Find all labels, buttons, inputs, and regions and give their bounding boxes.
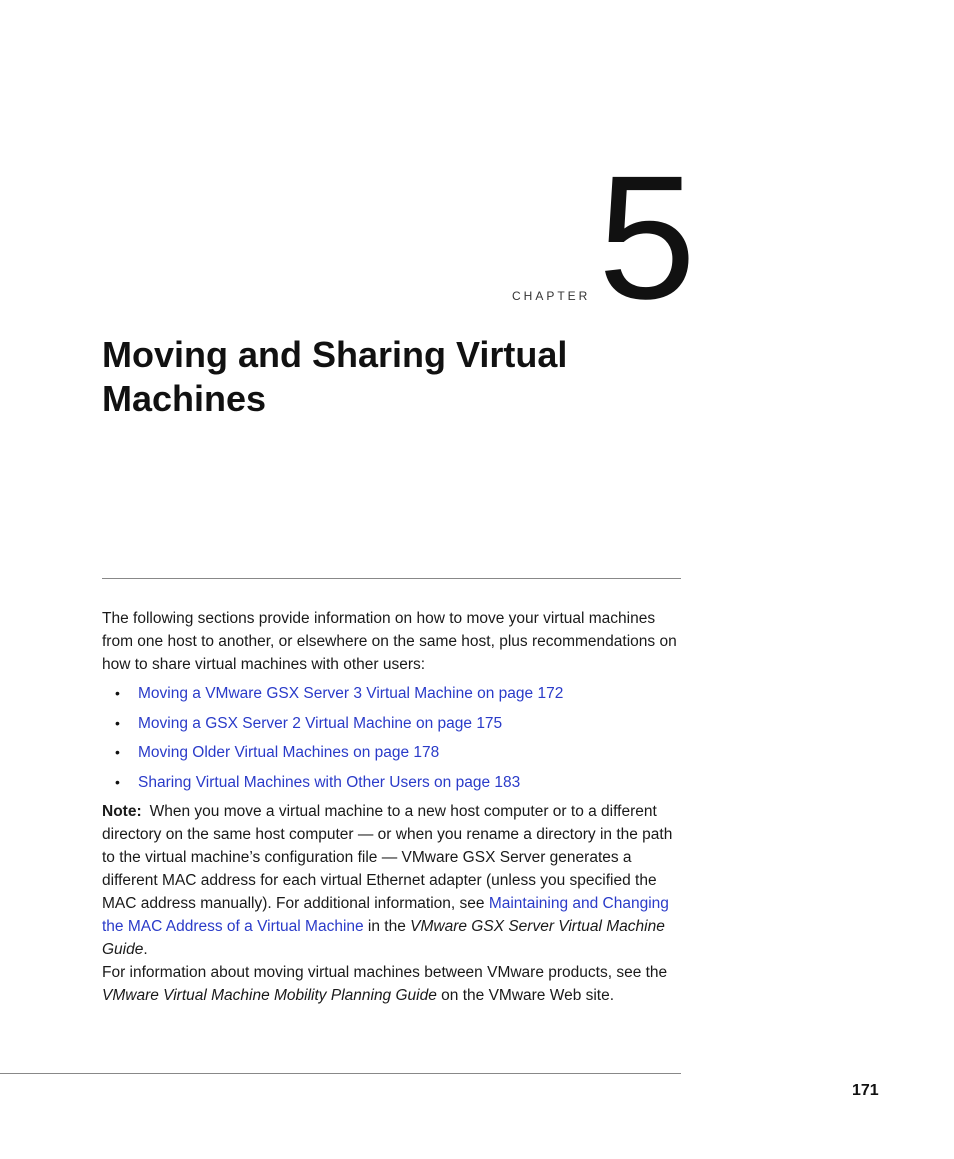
note-text: When you move a virtual machine to a new host computer or to a different directory on the same host computer — or when you rename a directory in the path to the virtual machine’s configuration file — VMware GSX Server generates a different MAC address for each virtual Ethernet adapter (unless you specified the MAC address manually). For additional information, see [102, 803, 673, 912]
bullet-icon: • [115, 714, 120, 731]
link-mac-address[interactable]: Maintaining and Changing the MAC Address of a Virtual Machine [102, 895, 669, 935]
note-paragraph [102, 800, 684, 961]
link-moving-gsx2-vm[interactable]: Moving a GSX Server 2 Virtual Machine on page 175 [138, 714, 503, 732]
section-link-list [102, 682, 684, 794]
link-sharing-vms[interactable]: Sharing Virtual Machines with Other Users on page 183 [138, 773, 521, 791]
bullet-icon: • [115, 744, 120, 760]
page-number: 171 [852, 1082, 879, 1099]
header-divider [102, 578, 681, 579]
footer-divider [0, 1073, 681, 1074]
note-text-2: in the [363, 918, 411, 935]
chapter-number: 5 [598, 140, 696, 336]
note-text-3: . [143, 941, 148, 958]
chapter-title: Moving and Sharing Virtual Machines [102, 334, 568, 419]
note-label: Note: [102, 803, 142, 820]
closing-paragraph [102, 961, 684, 1007]
closing-text: For information about moving virtual machines between VMware products, see the [102, 964, 668, 981]
closing-text-2: on the VMware Web site. [436, 987, 615, 1004]
list-item [102, 741, 684, 764]
intro-paragraph: The following sections provide information on how to move your virtual machines from one host to another, or elsewhere on the same host, plus recommendations on how to share virtual machines with other users: [102, 610, 677, 673]
bullet-icon: • [115, 773, 120, 790]
list-item [102, 712, 684, 735]
bullet-icon: • [115, 685, 120, 701]
note-guide-title: VMware GSX Server Virtual Machine Guide [102, 918, 665, 958]
link-moving-older-vms[interactable]: Moving Older Virtual Machines on page 178 [138, 744, 440, 761]
link-moving-gsx3-vm[interactable]: Moving a VMware GSX Server 3 Virtual Machine on page 172 [138, 685, 564, 702]
chapter-intro-content [102, 607, 684, 1007]
closing-guide-title: VMware Virtual Machine Mobility Planning Guide [102, 987, 437, 1004]
list-item [102, 771, 684, 794]
list-item [102, 682, 684, 705]
chapter-label: CHAPTER [512, 289, 591, 303]
